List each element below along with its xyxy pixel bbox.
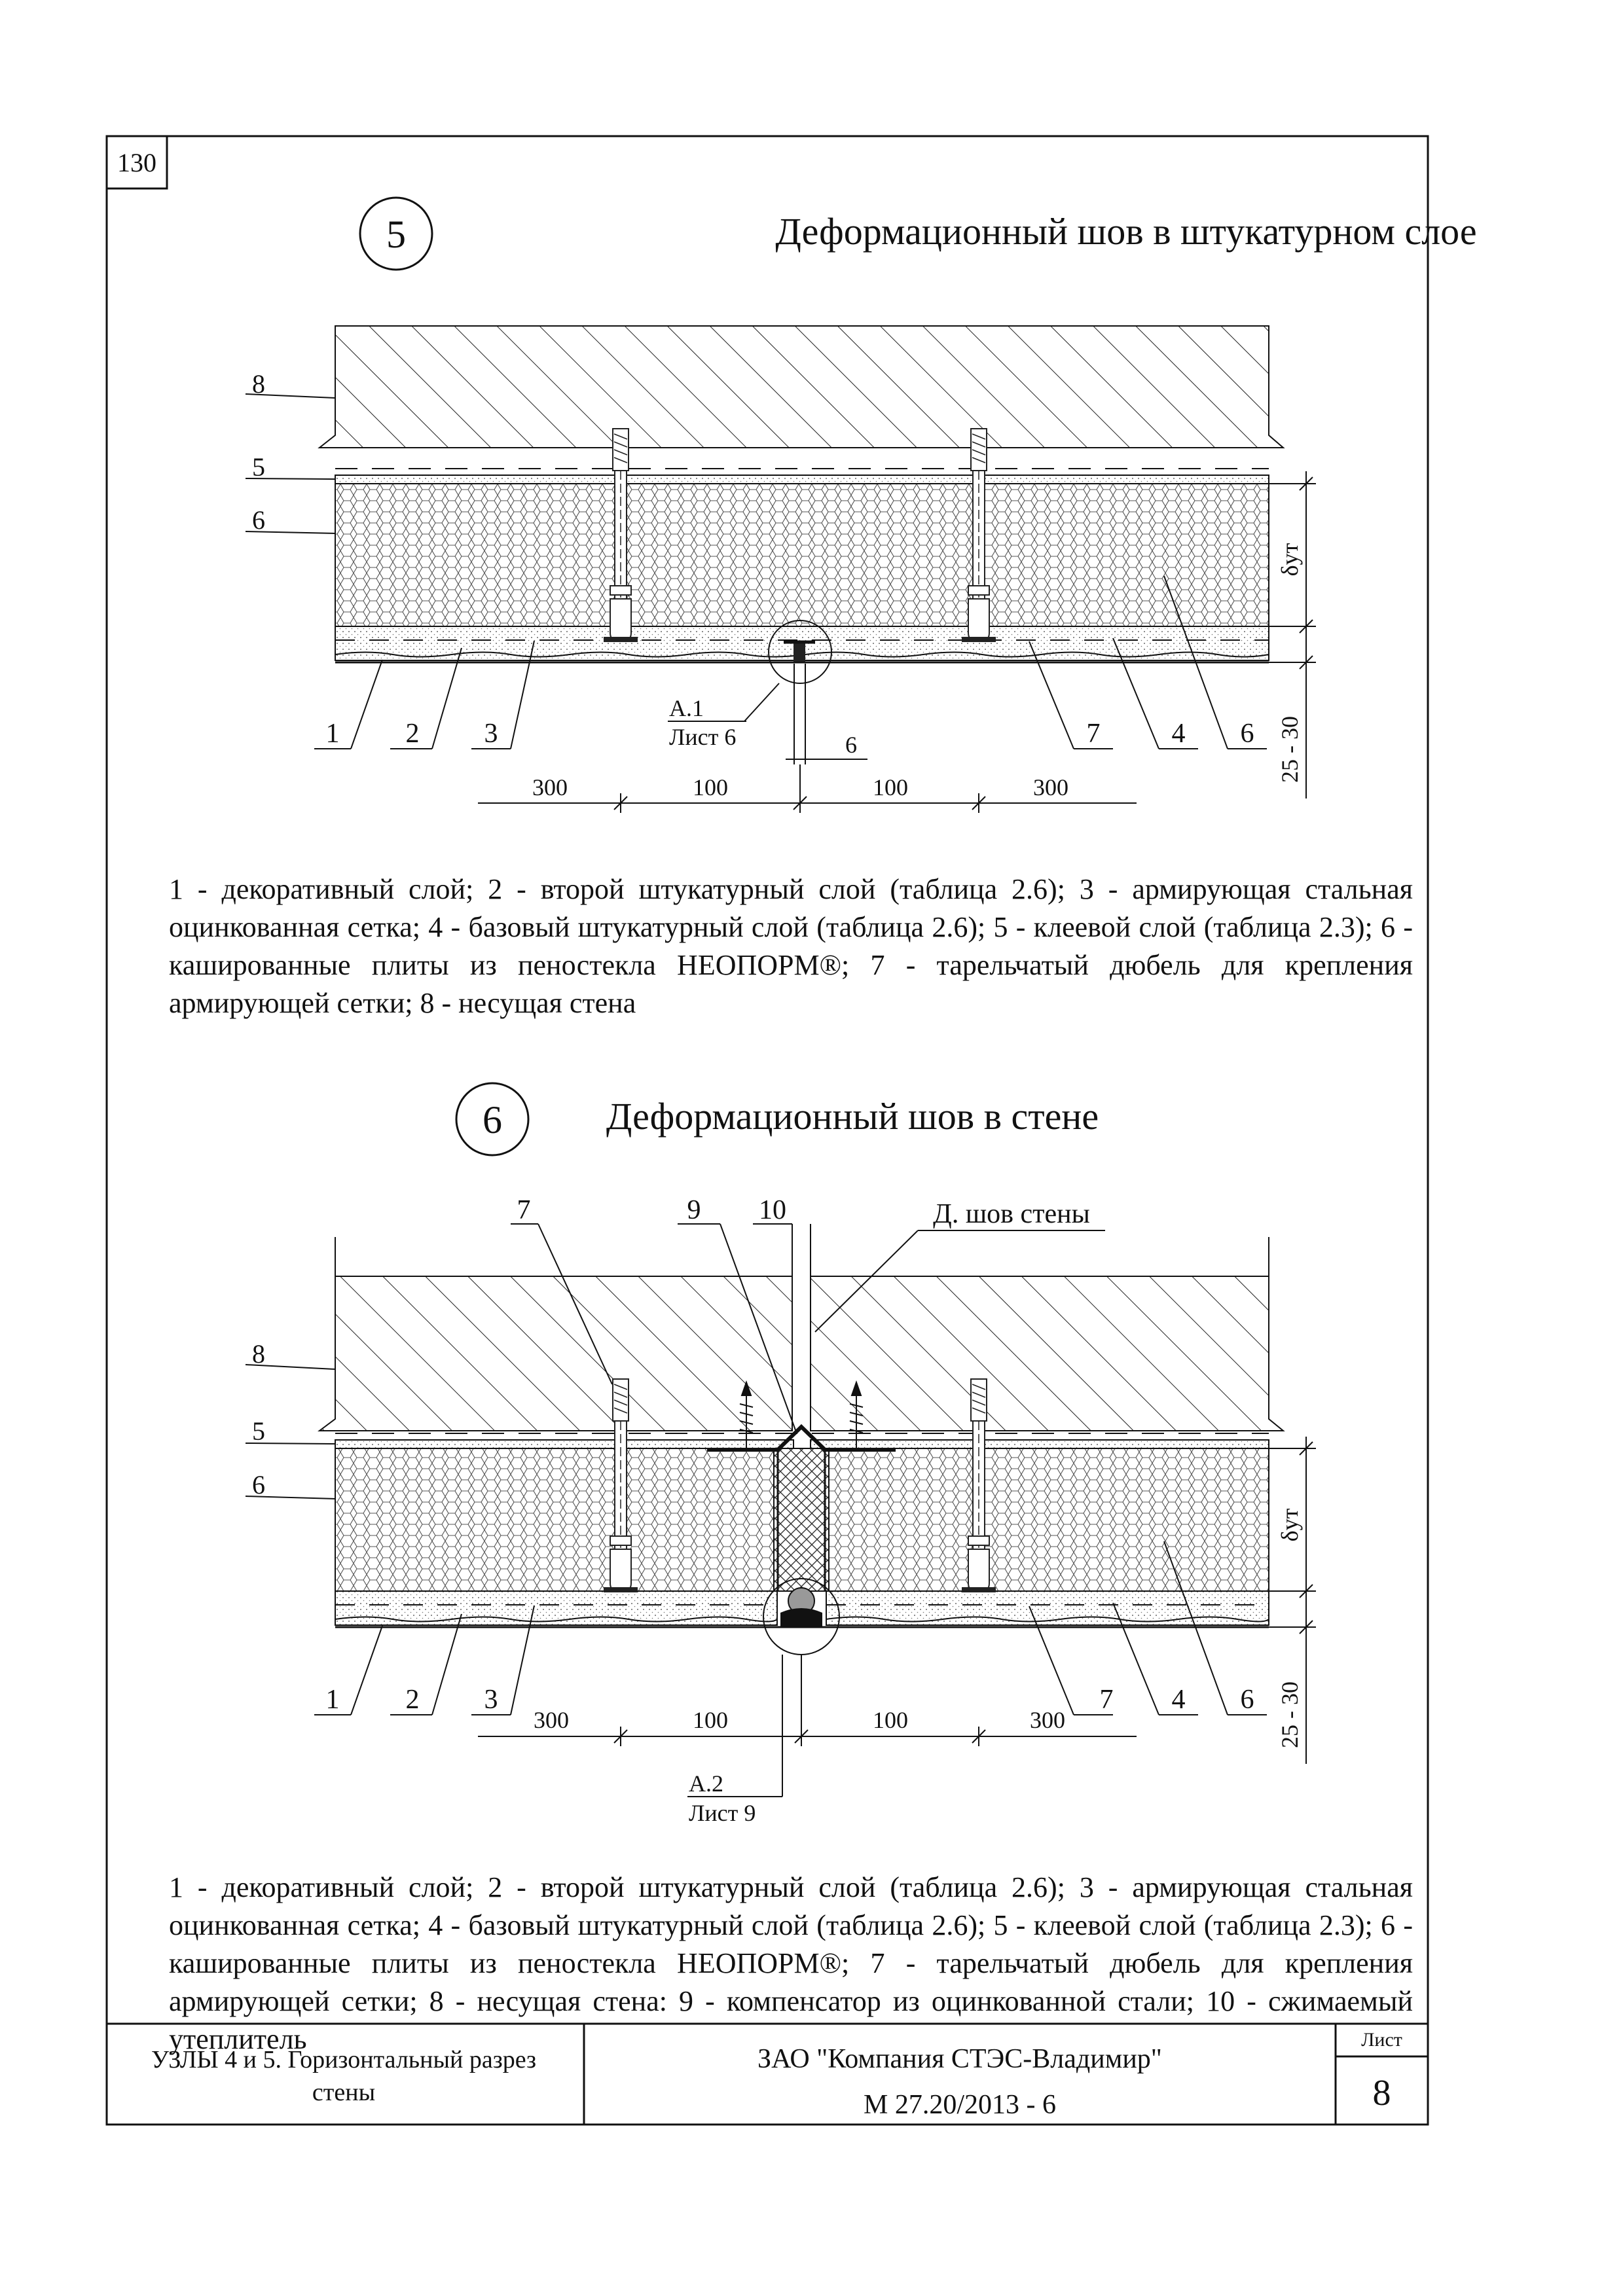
adhesive-layer-left: [335, 1440, 793, 1448]
legend-6-text: 1 - декоративный слой; 2 - второй штукатурный слой (таблица 2.6); 3 - армирующая стальная оцинкованная сетка; 4 - базовый штукатурный слой (таблица 2.6); 5 - клеевой слой (таблица 2.3); 6 - кашированные плиты из пеностекла НЕОПОРМ®; 7 - тарельчатый дюбель для крепления армирующей сетки; 8 - несущая стена: 9 - компенсатор из оцинкованной стали; 10 - сжимаемый утеплитель: [169, 1871, 1413, 2055]
label-2: 2: [405, 719, 420, 749]
label-7-6: 7: [1099, 1685, 1114, 1715]
sheet-number: 8: [1372, 2073, 1391, 2113]
gap-dim: 6: [845, 732, 857, 758]
foamglass-insulation: [335, 484, 1269, 626]
label-9: 9: [687, 1195, 701, 1225]
ref-sheet-9: Лист 9: [689, 1800, 756, 1826]
adhesive-layer: [335, 475, 1269, 484]
company-name: ЗАО "Компания СТЭС-Владимир": [757, 2044, 1162, 2074]
label-6-6: 6: [252, 1470, 265, 1499]
label-5-6: 5: [252, 1416, 265, 1446]
detail-5-number: 5: [386, 213, 406, 256]
detail-5-title: Деформационный шов в штукатурном слое: [775, 210, 1477, 253]
sheet-label: Лист: [1361, 2029, 1402, 2051]
load-bearing-wall-right: [811, 1276, 1283, 1431]
label-7-top: 7: [517, 1195, 531, 1225]
ref-code-a2: А.2: [689, 1770, 723, 1797]
legend-detail-6: [169, 1869, 1413, 2058]
label-6-6-right: 6: [1240, 1685, 1254, 1715]
dim-300-left: 300: [532, 774, 568, 800]
ref-code-a1: А.1: [669, 695, 704, 721]
compressible-insulation: [774, 1448, 829, 1591]
label-4: 4: [1171, 719, 1186, 749]
detail-6-number: 6: [483, 1098, 502, 1141]
label-6: 6: [252, 505, 265, 535]
thickness-label-6: δут: [1277, 1508, 1303, 1542]
label-3-6: 3: [484, 1685, 498, 1715]
foamglass-insulation-left: [335, 1448, 774, 1591]
page-number: 130: [117, 148, 156, 177]
detail-6: [246, 1083, 1316, 1826]
drawing-title: [147, 2043, 540, 2109]
dim-100-left-6: 100: [693, 1707, 728, 1733]
label-8-6: 8: [252, 1339, 265, 1369]
sealant: [780, 1608, 822, 1627]
load-bearing-wall-left: [319, 1276, 792, 1431]
dim-100-left: 100: [693, 774, 728, 800]
label-6-right: 6: [1240, 719, 1254, 749]
dim-300-right: 300: [1033, 774, 1068, 800]
label-1: 1: [325, 719, 340, 749]
load-bearing-wall: [319, 326, 1283, 448]
adhesive-layer-right: [811, 1440, 1269, 1448]
label-7-right: 7: [1086, 719, 1101, 749]
label-10: 10: [759, 1195, 786, 1225]
thickness-label: δут: [1277, 543, 1303, 577]
dim-300-left-6: 300: [534, 1707, 569, 1733]
drawing-title-text: УЗЛЫ 4 и 5. Горизонтальный разрез стены: [151, 2046, 537, 2106]
document-code: М 27.20/2013 - 6: [864, 2090, 1056, 2120]
label-3: 3: [484, 719, 498, 749]
legend-5-text: 1 - декоративный слой; 2 - второй штукатурный слой (таблица 2.6); 3 - армирующая стальная оцинкованная сетка; 4 - базовый штукатурный слой (таблица 2.6); 5 - клеевой слой (таблица 2.3); 6 - кашированные плиты из пеностекла НЕОПОРМ®; 7 - тарельчатый дюбель для крепления армирующей сетки; 8 - несущая стена: [169, 873, 1413, 1019]
dim-100-right: 100: [873, 774, 908, 800]
plaster-thickness-label-6: 25 - 30: [1277, 1681, 1303, 1748]
foamglass-insulation-right: [829, 1448, 1269, 1591]
label-4-6: 4: [1171, 1685, 1186, 1715]
plaster-thickness-label: 25 - 30: [1277, 716, 1303, 783]
legend-detail-5: [169, 870, 1413, 1022]
detail-5: [246, 198, 1477, 813]
dim-300-right-6: 300: [1030, 1707, 1065, 1733]
ref-sheet-6: Лист 6: [669, 724, 737, 750]
wall-joint-label: Д. шов стены: [933, 1199, 1090, 1229]
label-5: 5: [252, 452, 265, 482]
label-2-6: 2: [405, 1685, 420, 1715]
dim-100-right-6: 100: [873, 1707, 908, 1733]
detail-6-title: Деформационный шов в стене: [606, 1095, 1099, 1138]
label-8: 8: [252, 369, 265, 399]
label-1-6: 1: [325, 1685, 340, 1715]
